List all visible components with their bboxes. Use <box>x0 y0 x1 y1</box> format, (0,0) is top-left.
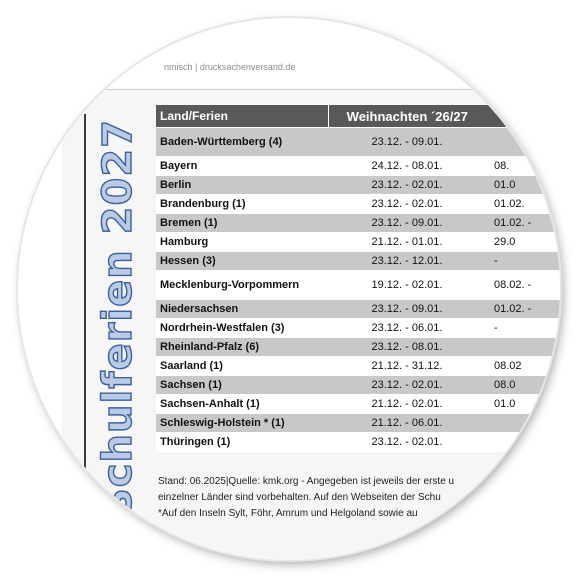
cell-land: Mecklenburg-Vorpommern <box>156 271 328 300</box>
cell-winter: 29.0 <box>486 233 560 252</box>
table-row <box>156 176 560 195</box>
cell-weihnachten: 21.12. - 06.01. <box>328 414 486 433</box>
cell-winter <box>486 414 560 433</box>
cell-weihnachten: 19.12. - 02.01. <box>328 271 486 300</box>
header-land: Land/Ferien <box>156 105 328 128</box>
cell-winter <box>486 433 560 452</box>
cell-winter: 08.02. - <box>486 271 560 300</box>
cell-winter: 01.0 <box>486 395 560 414</box>
cell-land: Schleswig-Holstein * (1) <box>156 414 328 433</box>
cell-winter: 08. <box>486 157 560 176</box>
table-row <box>156 271 560 300</box>
cell-land: Saarland (1) <box>156 357 328 376</box>
cell-winter: 01.02. - <box>486 214 560 233</box>
table-row <box>156 233 560 252</box>
cell-land: Bayern <box>156 157 328 176</box>
cell-land: Nordrhein-Westfalen (3) <box>156 319 328 338</box>
cell-land: Sachsen-Anhalt (1) <box>156 395 328 414</box>
footnote-line: Stand: 06.2025|Quelle: kmk.org - Angegeben ist jeweils der erste u <box>158 476 455 487</box>
cell-winter <box>486 338 560 357</box>
cell-winter: 01.02. - <box>486 300 560 319</box>
table-row <box>156 300 560 319</box>
cell-winter <box>486 128 560 157</box>
table-row <box>156 357 560 376</box>
table-row <box>156 319 560 338</box>
cell-land: Bremen (1) <box>156 214 328 233</box>
cell-winter: 08.02 <box>486 357 560 376</box>
cell-weihnachten: 24.12. - 08.01. <box>328 157 486 176</box>
table-row <box>156 414 560 433</box>
cell-weihnachten: 23.12. - 12.01. <box>328 252 486 271</box>
cell-land: Thüringen (1) <box>156 433 328 452</box>
table-row <box>156 395 560 414</box>
table-row <box>156 128 560 157</box>
vertical-title: Schulferien 2027 <box>95 118 141 518</box>
cell-weihnachten: 23.12. - 08.01. <box>328 338 486 357</box>
cell-weihnachten: 23.12. - 02.01. <box>328 195 486 214</box>
cell-land: Brandenburg (1) <box>156 195 328 214</box>
cell-land: Sachsen (1) <box>156 376 328 395</box>
table-row <box>156 157 560 176</box>
vertical-rule <box>84 114 86 514</box>
document-page <box>18 18 560 560</box>
table-row <box>156 252 560 271</box>
cell-weihnachten: 23.12. - 09.01. <box>328 128 486 157</box>
cell-winter: 01.02. <box>486 195 560 214</box>
cell-land: Baden-Württemberg (4) <box>156 128 328 157</box>
cell-land: Hamburg <box>156 233 328 252</box>
cell-winter: - <box>486 319 560 338</box>
cell-land: Niedersachsen <box>156 300 328 319</box>
cell-land: Berlin <box>156 176 328 195</box>
cell-weihnachten: 21.12. - 31.12. <box>328 357 486 376</box>
cell-weihnachten: 23.12. - 02.01. <box>328 176 486 195</box>
table-header-row <box>156 105 560 128</box>
cell-winter: 01.0 <box>486 176 560 195</box>
cell-land: Rheinland-Pfalz (6) <box>156 338 328 357</box>
table-row <box>156 195 560 214</box>
table-row <box>156 433 560 452</box>
cell-weihnachten: 23.12. - 06.01. <box>328 319 486 338</box>
header-strip <box>46 48 546 88</box>
footnote-line: *Auf den Inseln Sylt, Föhr, Amrum und Helgoland sowie au <box>158 508 418 519</box>
cell-weihnachten: 23.12. - 02.01. <box>328 376 486 395</box>
cell-winter: - <box>486 252 560 271</box>
cell-weihnachten: 21.12. - 02.01. <box>328 395 486 414</box>
cell-weihnachten: 23.12. - 09.01. <box>328 214 486 233</box>
footnotes <box>158 474 454 522</box>
footnote-line: einzelner Länder sind vorbehalten. Auf den Webseiten der Schu <box>158 492 441 503</box>
cell-weihnachten: 23.12. - 02.01. <box>328 433 486 452</box>
header-credit: nmisch | drucksachenversand.de <box>164 62 296 72</box>
cell-weihnachten: 23.12. - 09.01. <box>328 300 486 319</box>
cell-winter: 08.0 <box>486 376 560 395</box>
circular-viewport <box>18 18 560 560</box>
holiday-table <box>156 105 560 452</box>
cell-land: Hessen (3) <box>156 252 328 271</box>
cell-weihnachten: 21.12. - 01.01. <box>328 233 486 252</box>
table-row <box>156 376 560 395</box>
table-row <box>156 338 560 357</box>
header-winter <box>486 105 560 128</box>
header-weihnachten: Weihnachten ´26/27 <box>328 105 486 128</box>
table-row <box>156 214 560 233</box>
